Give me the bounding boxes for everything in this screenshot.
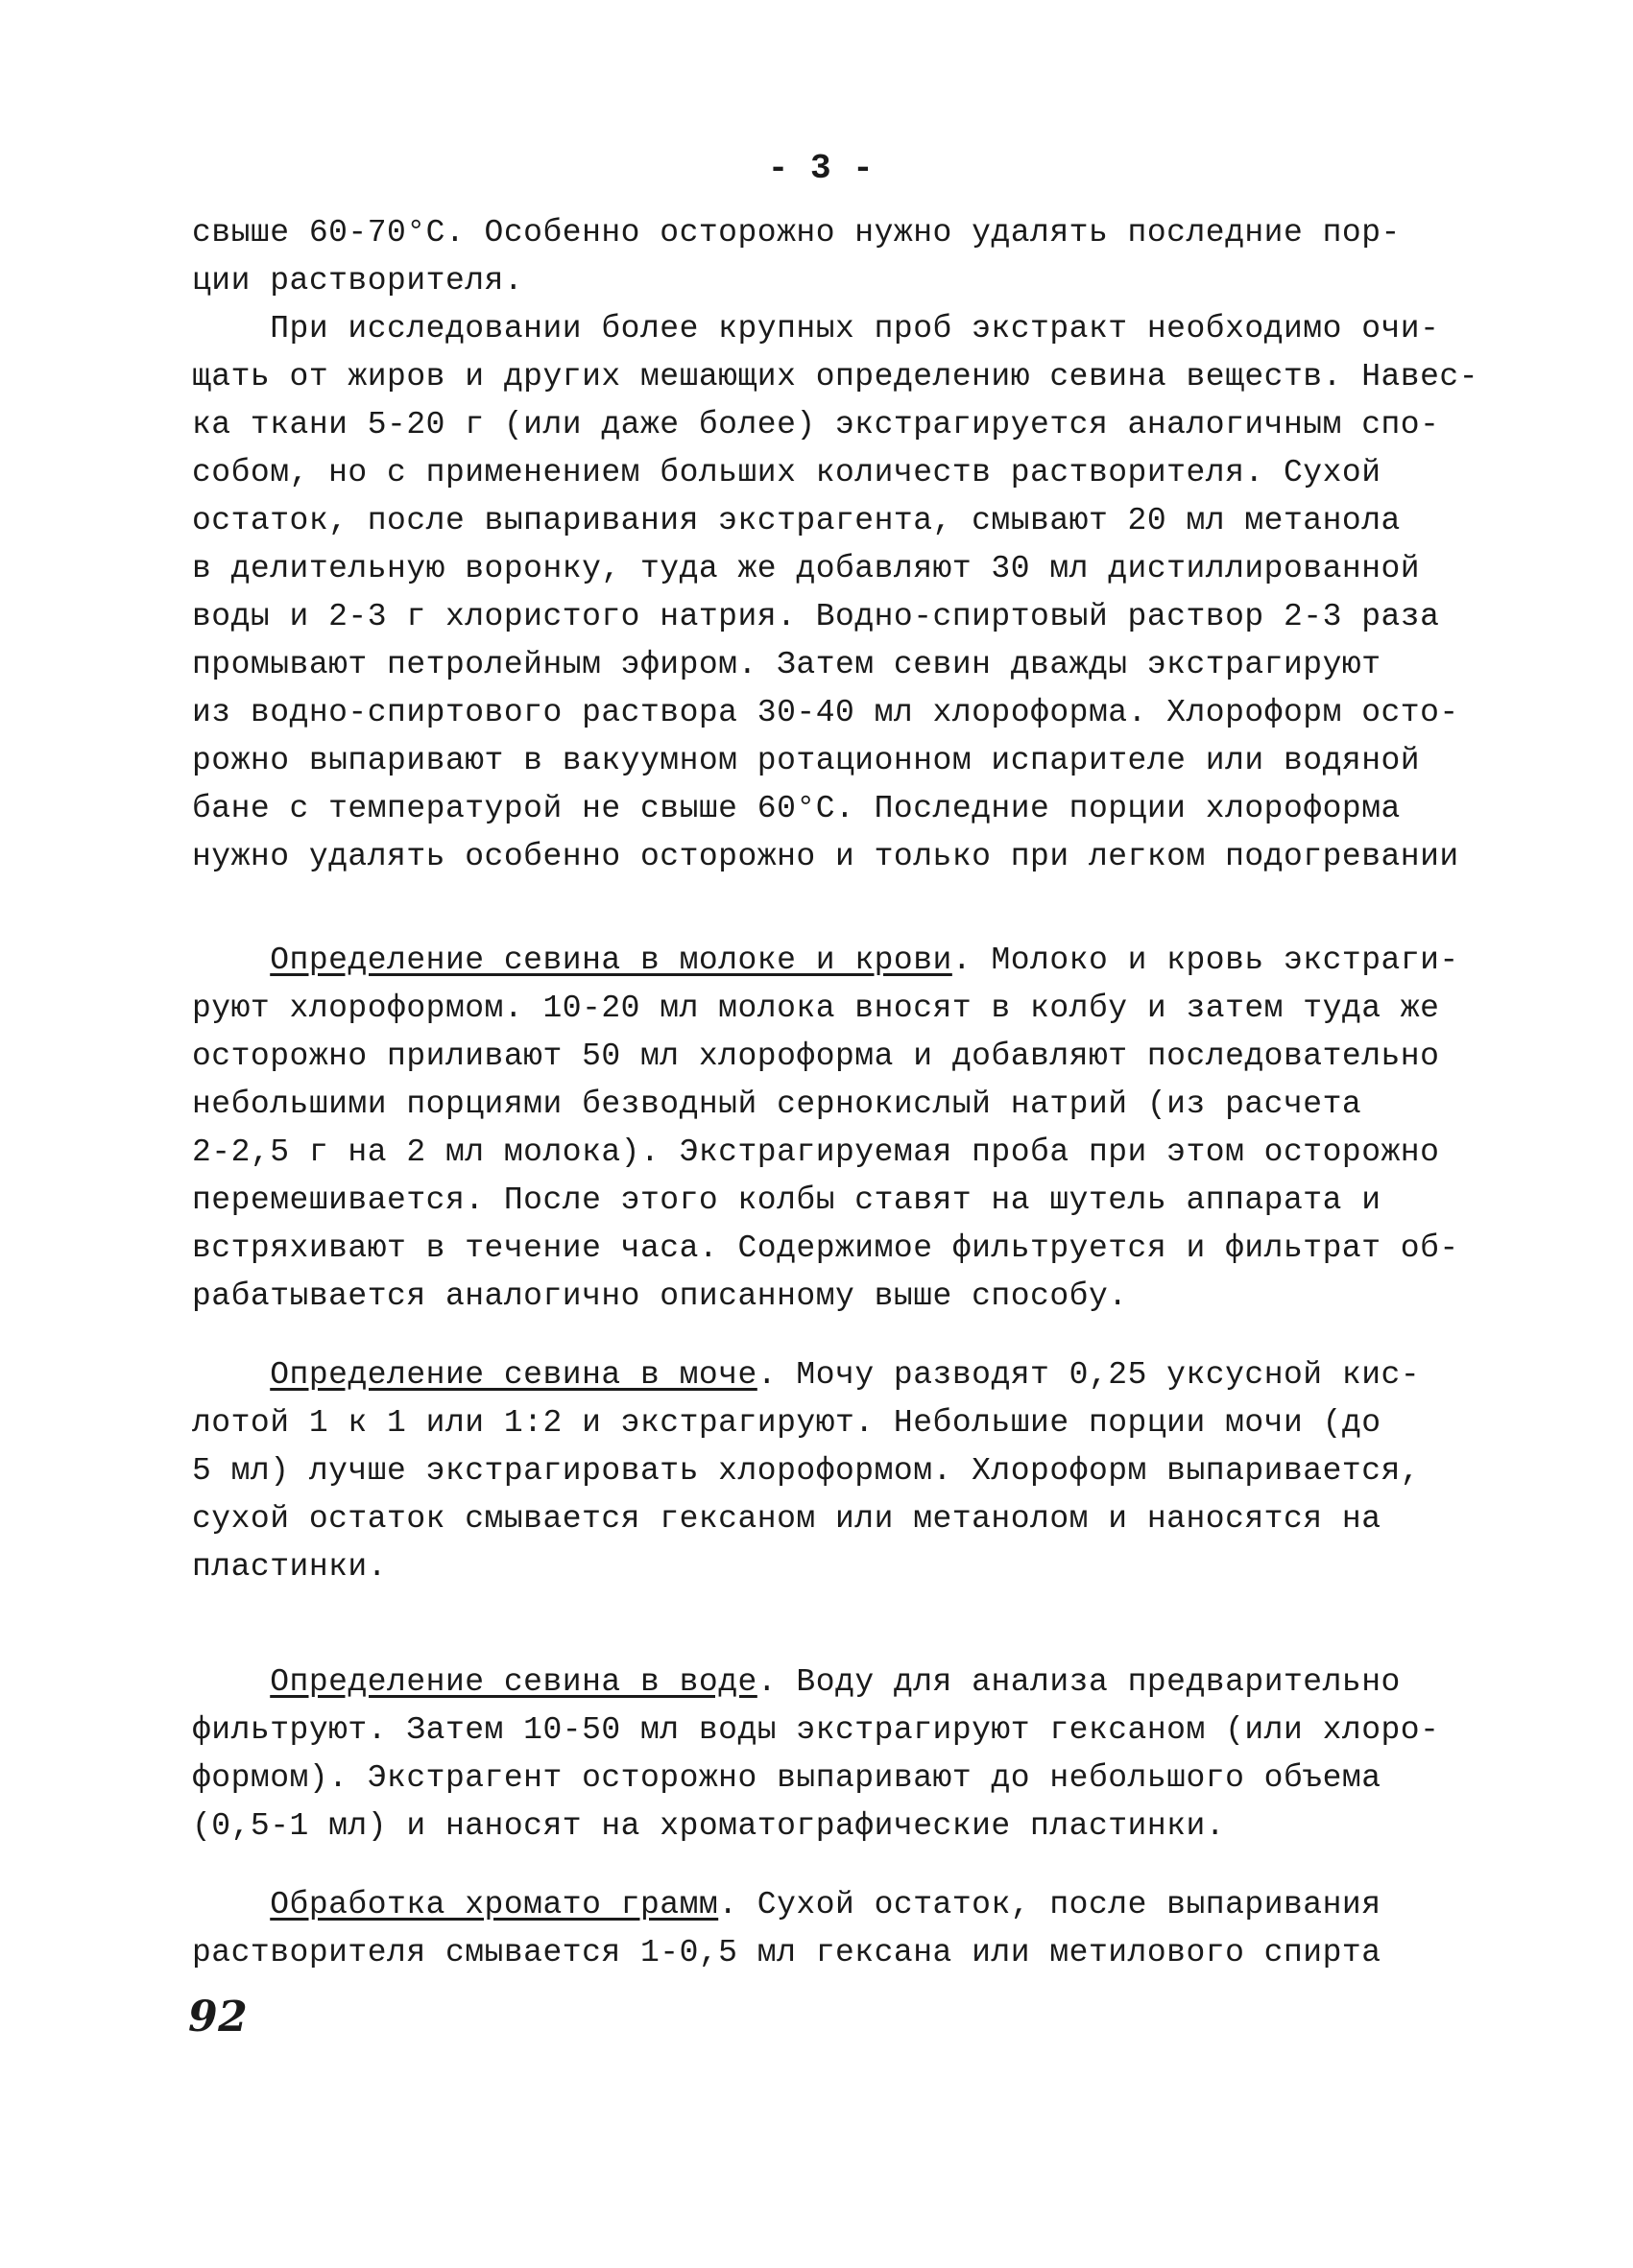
handwritten-page-mark: 92 (188, 1993, 249, 2041)
text-line: свыше 60-70°С. Особенно осторожно нужно удалять последние пор- (192, 215, 1401, 251)
text-line: формом). Экстрагент осторожно выпаривают до небольшого объема (192, 1760, 1381, 1796)
paragraph-chromatogram (192, 1881, 1536, 1977)
text-line: рожно выпаривают в вакуумном ротационном испарителе или водяной (192, 743, 1421, 778)
text-line (192, 1659, 1536, 1707)
text-line: воды и 2-3 г хлористого натрия. Водно-спиртовый раствор 2-3 раза (192, 599, 1440, 634)
text-line: встряхивают в течение часа. Содержимое фильтруется и фильтрат об- (192, 1230, 1459, 1266)
text-line: ции растворителя. (192, 263, 524, 298)
page-number: - 3 - (767, 149, 875, 188)
text-line: При исследовании более крупных проб экстракт необходимо очи- (192, 311, 1440, 346)
paragraph-milk-blood (192, 937, 1536, 1321)
text-line: щать от жиров и других мешающих определению севина веществ. Навес- (192, 359, 1479, 394)
text-line (192, 1351, 1536, 1399)
text-line: промывают петролейным эфиром. Затем севин дважды экстрагируют (192, 647, 1381, 682)
section-heading: Обработка хромато грамм (270, 1887, 719, 1922)
heading-continuation: . Воду для анализа предварительно (756, 1664, 1401, 1700)
paragraph-water (192, 1659, 1536, 1850)
text-line: руют хлороформом. 10-20 мл молока вносят в колбу и затем туда же (192, 991, 1440, 1026)
text-line: нужно удалять особенно осторожно и только при легком подогревании (192, 839, 1459, 874)
paragraph-large-samples (192, 305, 1536, 881)
text-line: в делительную воронку, туда же добавляют 30 мл дистиллированной (192, 551, 1421, 586)
text-line: лотой 1 к 1 или 1:2 и экстрагируют. Небольшие порции мочи (до (192, 1405, 1381, 1441)
paragraph-continuation (192, 209, 1536, 305)
text-line: из водно-спиртового раствора 30-40 мл хлороформа. Хлороформ осто- (192, 695, 1459, 730)
text-line: 2-2,5 г на 2 мл молока). Экстрагируемая проба при этом осторожно (192, 1134, 1440, 1170)
text-line: растворителя смывается 1-0,5 мл гексана или метилового спирта (192, 1935, 1381, 1970)
text-line: небольшими порциями безводный сернокислый натрий (из расчета (192, 1086, 1362, 1122)
text-line (192, 1881, 1536, 1929)
section-heading: Определение севина в моче (270, 1357, 757, 1393)
heading-continuation: . Молоко и кровь экстраги- (951, 943, 1459, 978)
section-heading: Определение севина в воде (270, 1664, 757, 1700)
text-line: сухой остаток смывается гексаном или метанолом и наносятся на (192, 1501, 1381, 1537)
text-line: фильтруют. Затем 10-50 мл воды экстрагируют гексаном (или хлоро- (192, 1712, 1440, 1748)
heading-continuation: . Сухой остаток, после выпаривания (718, 1887, 1381, 1922)
text-line: ка ткани 5-20 г (или даже более) экстрагируется аналогичным спо- (192, 407, 1440, 442)
heading-continuation: . Мочу разводят 0,25 уксусной кис- (756, 1357, 1421, 1393)
text-line: остаток, после выпаривания экстрагента, смывают 20 мл метанола (192, 503, 1401, 538)
text-line: 5 мл) лучше экстрагировать хлороформом. Хлороформ выпаривается, (192, 1453, 1421, 1489)
text-line: собом, но с применением больших количеств растворителя. Сухой (192, 455, 1381, 490)
text-line (192, 937, 1536, 985)
section-heading: Определение севина в молоке и крови (270, 943, 952, 978)
text-line: осторожно приливают 50 мл хлороформа и добавляют последовательно (192, 1039, 1440, 1074)
paragraph-urine (192, 1351, 1536, 1591)
text-line: бане с температурой не свыше 60°С. Последние порции хлороформа (192, 791, 1401, 826)
text-line: рабатывается аналогично описанному выше способу. (192, 1278, 1128, 1314)
text-line: пластинки. (192, 1549, 388, 1585)
text-line: (0,5-1 мл) и наносят на хроматографические пластинки. (192, 1808, 1226, 1844)
text-line: перемешивается. После этого колбы ставят на шутель аппарата и (192, 1182, 1381, 1218)
